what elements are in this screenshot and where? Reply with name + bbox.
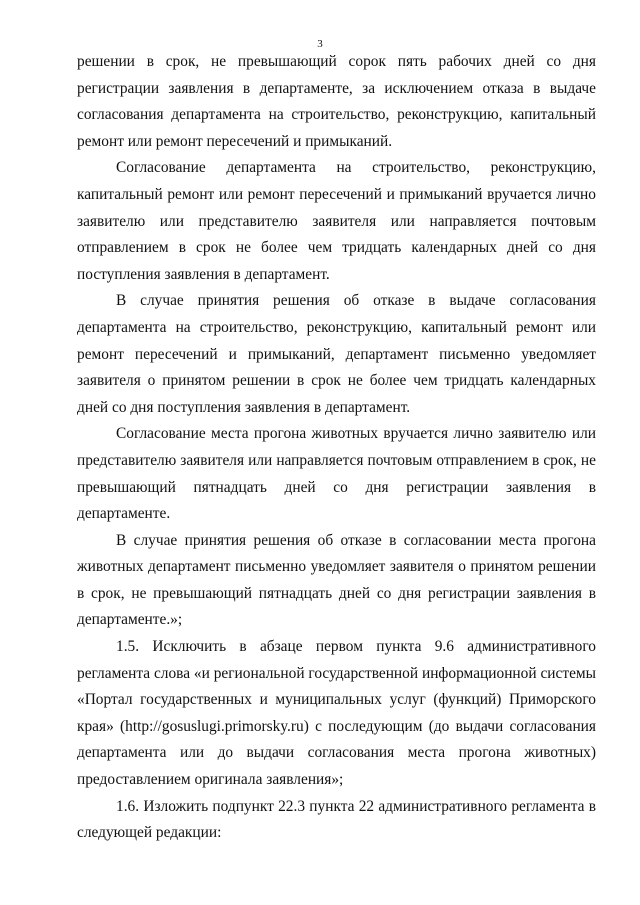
paragraph-department-approval-delivery: Согласование департамента на строительство, реконструкцию, капитальный ремонт или ремонт пересечений и примыканий вручается лично заявителю или представителю заявителя или направляется почтовым отправлением в срок не более чем тридцать календарных дней со дня поступления заявления в департамент.	[77, 159, 596, 283]
paragraph-clause-1-6: 1.6. Изложить подпункт 22.3 пункта 22 административного регламента в следующей редакции:	[77, 797, 596, 842]
paragraph-animal-route-delivery: Согласование места прогона животных вручается лично заявителю или представителю заявителя или направляется почтовым отправлением в срок, не превышающий пятнадцать дней со дня регистрации заявления в департаменте.	[77, 425, 596, 523]
page-number: 3	[317, 38, 323, 50]
paragraph-clause-1-5: 1.5. Исключить в абзаце первом пункта 9.6 административного регламента слова «и региональной государственной информационной системы «Портал государственных и муниципальных услуг (функций) Приморского края» (http://gosuslugi.primorsky.ru) с последующим (до выдачи согласования департамента или до выдачи согласования места прогона животных) предоставлением оригинала заявления»;	[77, 638, 596, 789]
paragraph-animal-route-refusal: В случае принятия решения об отказе в согласовании места прогона животных департамент письменно уведомляет заявителя о принятом решении в срок, не превышающий пятнадцать дней со дня регистрации заявления в департаменте.»;	[77, 531, 596, 629]
paragraph-department-refusal-notice: В случае принятия решения об отказе в выдаче согласования департамента на строительство, реконструкцию, капитальный ремонт или ремонт пересечений и примыканий, департамент письменно уведомляет заявителя о принятом решении в срок не более чем тридцать календарных дней со дня поступления заявления в департамент.	[77, 292, 596, 416]
document-body	[77, 49, 596, 847]
paragraph-continuation: решении в срок, не превышающий сорок пять рабочих дней со дня регистрации заявления в департаменте, за исключением отказа в выдаче согласования департамента на строительство, реконструкцию, капитальный ремонт или ремонт пересечений и примыканий.	[77, 53, 596, 150]
